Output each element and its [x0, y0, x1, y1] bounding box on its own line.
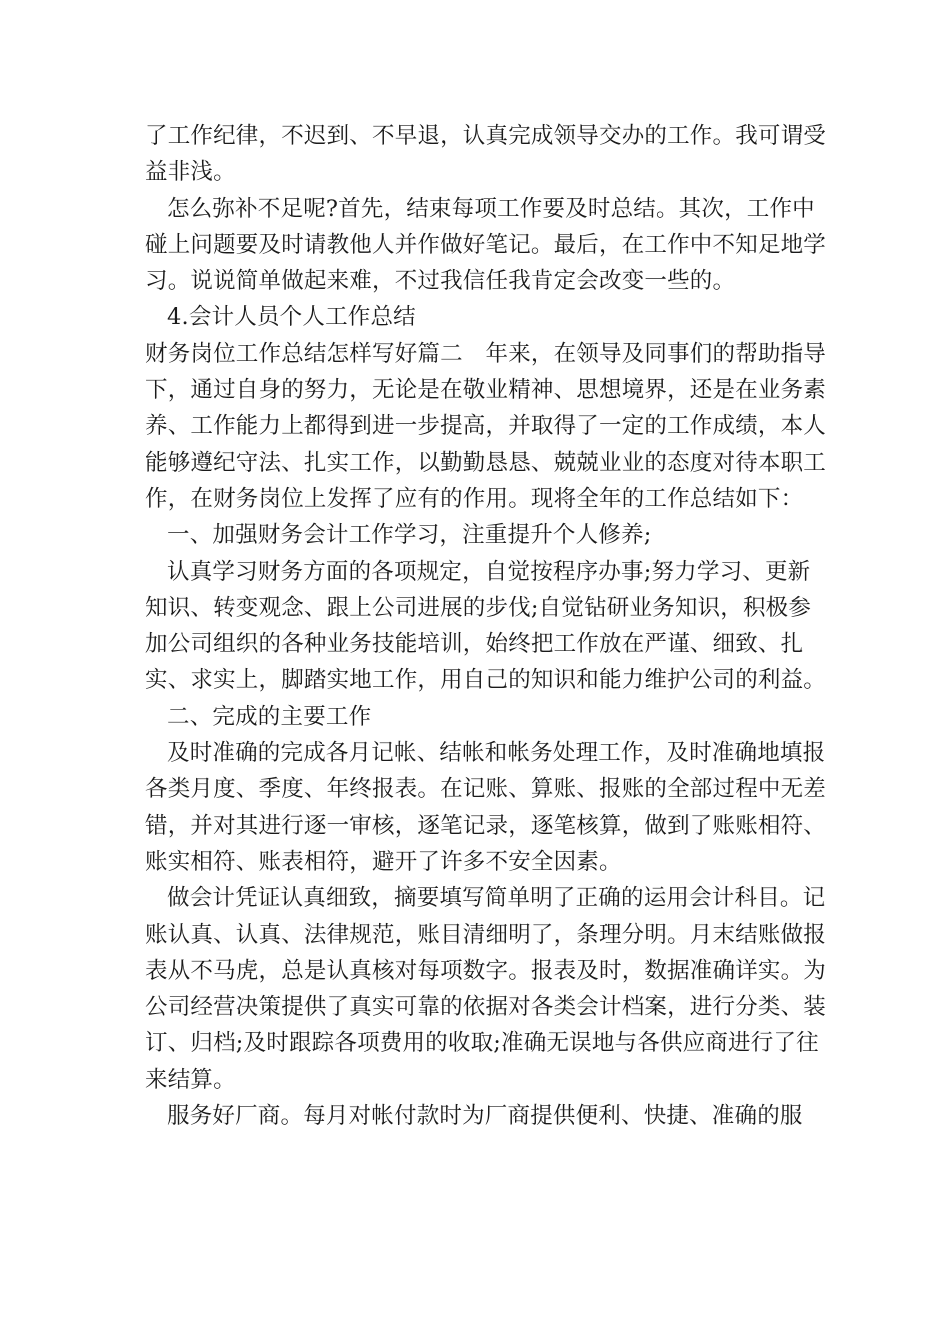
paragraph-4: 认真学习财务方面的各项规定，自觉按程序办事;努力学习、更新知识、转变观念、跟上公司进展的步伐;自觉钻研业务知识，积极参加公司组织的各种业务技能培训，始终把工作放在严谨、细致、扎实、求实上，脚踏实地工作，用自己的知识和能力维护公司的利益。 — [145, 558, 827, 694]
paragraph-2: 怎么弥补不足呢?首先，结束每项工作要及时总结。其次，工作中碰上问题要及时请教他人并作做好笔记。最后，在工作中不知足地学习。说说简单做起来难，不过我信任我肯定会改变一些的。 — [145, 195, 827, 295]
paragraph-3: 财务岗位工作总结怎样写好篇二 年来，在领导及同事们的帮助指导下，通过自身的努力，无论是在敬业精神、思想境界，还是在业务素养、工作能力上都得到进一步提高，并取得了一定的工作成绩，本人能够遵纪守法、扎实工作，以勤勤恳恳、兢兢业业的态度对待本职工作，在财务岗位上发挥了应有的作用。现将全年的工作总结如下： — [145, 340, 827, 512]
document-body — [145, 118, 830, 1134]
section-heading-1: 一、加强财务会计工作学习，注重提升个人修养; — [167, 522, 652, 549]
section-heading-4: 4.会计人员个人工作总结 — [167, 304, 416, 331]
paragraph-5: 及时准确的完成各月记帐、结帐和帐务处理工作，及时准确地填报各类月度、季度、年终报表。在记账、算账、报账的全部过程中无差错，并对其进行逐一审核，逐笔记录，逐笔核算，做到了账账相符、账实相符、账表相符，避开了许多不安全因素。 — [145, 740, 827, 875]
paragraph-1: 了工作纪律，不迟到、不早退，认真完成领导交办的工作。我可谓受益非浅。 — [145, 123, 827, 186]
paragraph-6: 做会计凭证认真细致，摘要填写简单明了正确的运用会计科目。记账认真、认真、法律规范，账目清细明了，条理分明。月末结账做报表从不马虎，总是认真核对每项数字。报表及时，数据准确详实。为公司经营决策提供了真实可靠的依据对各类会计档案，进行分类、装订、归档;及时跟踪各项费用的收取;准确无误地与各供应商进行了往来结算。 — [145, 885, 827, 1093]
paragraph-7: 服务好厂商。每月对帐付款时为厂商提供便利、快捷、准确的服 — [167, 1103, 803, 1130]
section-heading-2: 二、完成的主要工作 — [167, 703, 372, 730]
